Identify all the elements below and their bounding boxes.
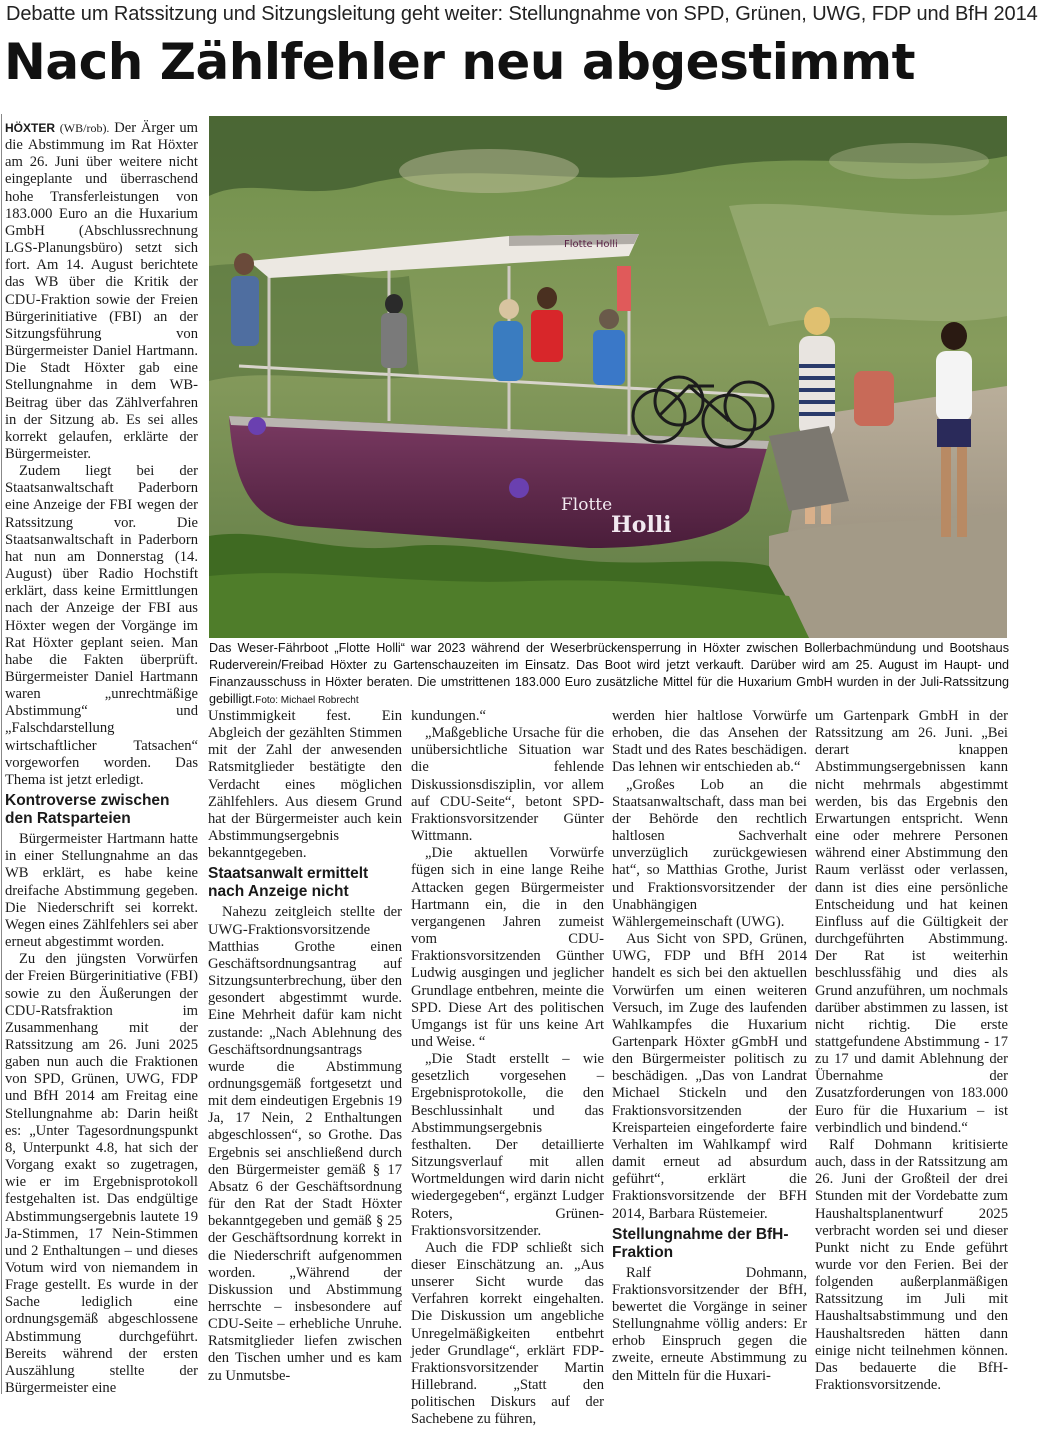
paragraph: „Die Stadt erstellt – wie gesetzlich vorgesehen – Ergebnisprotokolle, die den Beschlussinhalt und das Abstimmungsergebnis festhalten. Der detaillierte Sitzungsverlauf mit allen Wortmeldungen wird darin nicht wiedergegeben“, ergänzt Ludger Roters, Grünen-Fraktionsvorsitzender. [411, 1051, 604, 1239]
column-1 [5, 120, 199, 1397]
paragraph: kundungen.“ [411, 708, 486, 724]
paragraph: Auch die FDP schließt sich dieser Einschätzung an. „Aus unserer Sicht wurde das Verfahren korrekt eingehalten. Die Diskussion um angebliche Unregelmäßigkeiten entbehrt jeder Grundlage“, erklärt FDP-Fraktionsvorsitzender Martin Hillebrand. „Statt den politischen Diskurs auf der Sachebene zu führen, [411, 1239, 604, 1428]
intro-paragraph: HÖXTER (WB/rob). Der Ärger um die Abstimmung im Rat Höxter am 26. Juni über weitere nicht eingeplante und überraschend hohe Transferleistungen von 183.000 Euro an die Huxarium GmbH (Abschlussrechnung LGS-Planungsbüro) setzt sich fort. Am 14. August berichtete das WB über die Kritik der CDU-Fraktion sowie der Freien Bürgerinitiative (FBI) an der Sitzungsführung von Bürgermeister Daniel Hartmann. Die Stadt Höxter gab eine Stellungnahme in dem WB-Beitrag über das Zählverfahren in der Sitzung ab. Es sei alles korrekt gelaufen, erklärte der Bürgermeister. [5, 120, 199, 462]
column-2 [208, 708, 402, 1394]
paragraph: Zu den jüngsten Vorwürfen der Freien Bürgerinitiative (FBI) sowie zu den Äußerungen der CDU-Ratsfraktion im Zusammenhang mit der Ratssitzung am 26. Juni 2025 gaben nun auch die Fraktionen von SPD, Grünen, UWG, FDP und BfH 2014 am Freitag eine Stellungnahme ab: Darin heißt es: „Unter Tagesordnungspunkt 8, Unterpunkt 4.8, hat sich der Vorgang exakt so zugetragen, wie er im Ergebnisprotokoll festgehalten ist. Das endgültige Abstimmungsergebnis lautete 19 Ja-Stimmen, 17 Nein-Stimmen und 2 Enthaltungen – und dieses Votum wird von niemandem in Frage gestellt. Es wurde in der Sache lediglich eine ordnungsgemäß abgeschlossene Abstimmung durchgeführt. Bereits während der ersten Auszählung stellte der Bürgermeister eine [5, 951, 198, 1397]
paragraph: Zudem liegt bei der Staatsanwaltschaft Paderborn eine Anzeige der FBI wegen der Ratssitzung vor. Die Staatsanwaltschaft in Paderborn hat nun am Donnerstag (14. August) über Radio Hochstift erklärt, dass keine Ermittlungen nach der Anzeige der FBI aus Höxter wegen der Vorgänge im Rat Höxter geplant seien. Man habe die Fakten überprüft. Bürgermeister Daniel Hartmann waren „unrechtmäßige Abstimmung“ und „Falschdarstellung wirtschaftlicher Tatsachen“ vorgeworfen worden. Das Thema ist jetzt erledigt. [5, 463, 198, 788]
paragraph: Ralf Dohmann, Fraktionsvorsitzender der BfH, bewertet die Vorgänge in seiner Stellungnahme völlig anders: Er erhob Einspruch gegen die zweite, erneute Abstimmung zu den Mitteln für die Huxari- [612, 1264, 807, 1384]
subheading: Staatsanwalt ermittelt nach Anzeige nicht [208, 865, 369, 901]
paragraph: um Gartenpark GmbH in der Ratssitzung am 26. Juni. „Bei derart knappen Abstimmungsergebnissen kann nicht mehrmals abgestimmt werden, bis das Ergebnis den Erwartungen entspricht. Wenn eine oder mehrere Personen während einer Abstimmung den Raum verlässt oder verlassen, dann ist dies eine persönliche Entscheidung und hat keinen Einfluss auf die Gültigkeit der durchgeführten Abstimmung. Der Rat ist weiterhin beschlussfähig und dies als Grund anzuführen, um nochmals darüber abstimmen zu lassen, ist nicht richtig. Die erste stattgefundene Abstimmung - 17 zu 17 und damit Ablehnung der Übernahme der Zusatzforderungen von 183.000 Euro für die Huxarium – ist verbindlich und bindend.“ [815, 708, 1008, 1136]
paragraph: „Die aktuellen Vorwürfe fügen sich in eine lange Reihe Attacken gegen Bürgermeister Hartmann ein, die in den vergangenen Jahren zumeist vom CDU-Fraktionsvorsitzenden Günther Ludwig ausgingen und jeglicher Grundlage entbehren, meinte die SPD. Diese Art des politischen Umgangs ist für uns keine Art und Weise. “ [411, 845, 604, 1050]
paragraph: „Großes Lob an die Staatsanwaltschaft, dass man bei der Behörde den rechtlich haltlosen Sachverhalt unverzüglich zurückgewiesen hat“, so Matthias Grothe, Jurist und Fraktionsvorsitzender der Unabhängigen Wählergemeinschaft (UWG). [612, 776, 807, 930]
paragraph: Aus Sicht von SPD, Grünen, UWG, FDP und BfH 2014 handelt es sich bei den aktuellen Vorwürfen um einen weiteren Versuch, im Zuge des laufenden Wahlkampfes die Huxarium Gartenpark Höxter gGmbH und den Bürgermeister politisch zu beschädigen. „Das von Landrat Michael Stickeln und den Fraktionsvorsitzenden der Kreisparteien eingeforderte faire Verhalten im Wahlkampf wird damit erneut ad absurdum geführt“, erklärt die Fraktionsvorsitzende der BFH 2014, Barbara Rüstemeier. [612, 931, 807, 1222]
left-margin-rule [1, 114, 2, 1394]
photo-caption: Das Weser-Fährboot „Flotte Holli“ war 2023 während der Weserbrückensperrung in Höxter zwischen Bollerbachmündung und Bootshaus Ruderverein/Freibad Höxter zu Gartenschauzeiten im Einsatz. Das Boot wird jetzt verkauft. Darüber wird am 25. August im Haupt- und Finanzausschuss in Höxter beraten. Die umstrittenen 183.000 Euro zusätzliche Mittel für die Huxarium GmbH wurden in der Juli-Ratssitzung gebilligt.Foto: Michael Robrecht [209, 641, 1009, 706]
paragraph: „Maßgebliche Ursache für die unübersichtliche Situation war die fehlende Diskussionsdisziplin, vor allem auf CDU-Seite“, betont SPD-Fraktionsvorsitzender Günter Wittmann. [411, 725, 604, 845]
paragraph: werden hier haltlose Vorwürfe erhoben, die das Ansehen der Stadt und des Rates beschädigen. Das lehnen wir entschieden ab.“ [612, 708, 807, 776]
paragraph: Nahezu zeitgleich stellte der UWG-Fraktionsvorsitzende Matthias Grothe einen Geschäftsordnungsantrag auf Sitzungsunterbrechung, über den gesondert abgestimmt wurde. Eine Mehrheit dafür kam nicht zustande: „Nach Ablehnung des Geschäftsordnungsantrags wurde die Abstimmung ordnungsgemäß fortgesetzt und mit dem eindeutigen Ergebnis 19 Ja, 17 Nein, 2 Enthaltungen abgeschlossen“, so Grothe. Das Ergebnis sei anschließend durch den Bürgermeister gemäß § 17 Absatz 6 der Geschäftsordnung für den Rat der Stadt Höxter bekanntgegeben und gemäß § 25 der Geschäftsordnung korrekt in die Niederschrift aufgenommen worden. „Während der Diskussion und Abstimmung herrschte – insbesondere auf CDU-Seite – erhebliche Unruhe. Ratsmitglieder liefen zwischen den Tischen umher und es kam zu Unmutsbe- [208, 904, 402, 1384]
subheading: Kontroverse zwischen den Ratsparteien [5, 792, 170, 828]
paragraph: Ralf Dohmann kritisierte auch, dass in der Ratssitzung am 26. Juni der Großteil der drei Stunden mit der Vordebatte zum Haushaltsplanentwurf 2025 verbracht worden sei und dieser Punkt nicht zu Ende geführt wurde vor den Ferien. Bei der folgenden außerplanmäßigen Ratssitzung im Juli mit Haushaltsabstimmung und den Haushaltsreden hätten dann einige nicht teilnehmen können. Das bedauerte die BfH-Fraktionsvorsitzende. [815, 1136, 1008, 1394]
column-3 [411, 708, 604, 1428]
paragraph: Unstimmigkeit fest. Ein Abgleich der gezählten Stimmen mit der Zahl der anwesenden Ratsmitglieder bestätigte den Verdacht eines möglichen Zählfehlers. Aus diesem Grund hat der Bürgermeister auch kein Abstimmungsergebnis bekanntgegeben. [208, 708, 402, 862]
boat-name-canopy: Flotte Holli [564, 239, 618, 250]
subheading: Stellungnahme der BfH-Fraktion [612, 1225, 789, 1261]
boat-name-hull-2: Holli [611, 512, 672, 538]
source-tag: (WB/rob). [59, 121, 110, 135]
boat-name-hull-1: Flotte [561, 495, 613, 515]
article-headline: Nach Zählfehler neu abgestimmt [4, 33, 915, 91]
photo-credit: Foto: Michael Robrecht [255, 695, 359, 706]
dateline: HÖXTER [5, 121, 56, 135]
paragraph: Bürgermeister Hartmann hatte in einer Stellungnahme an das WB erklärt, es habe keine dreifache Abstimmung gegeben. Die Niederschrift sei korrekt. Wegen eines Zählfehlers sei aber erneut abgestimmt worden. [5, 831, 198, 951]
ferry-photo [209, 116, 1007, 638]
article-kicker: Debatte um Ratssitzung und Sitzungsleitung geht weiter: Stellungnahme von SPD, Grünen, UWG, FDP und BfH 2014 [6, 3, 1038, 25]
column-4 [612, 708, 807, 1394]
column-5 [815, 708, 1008, 1394]
